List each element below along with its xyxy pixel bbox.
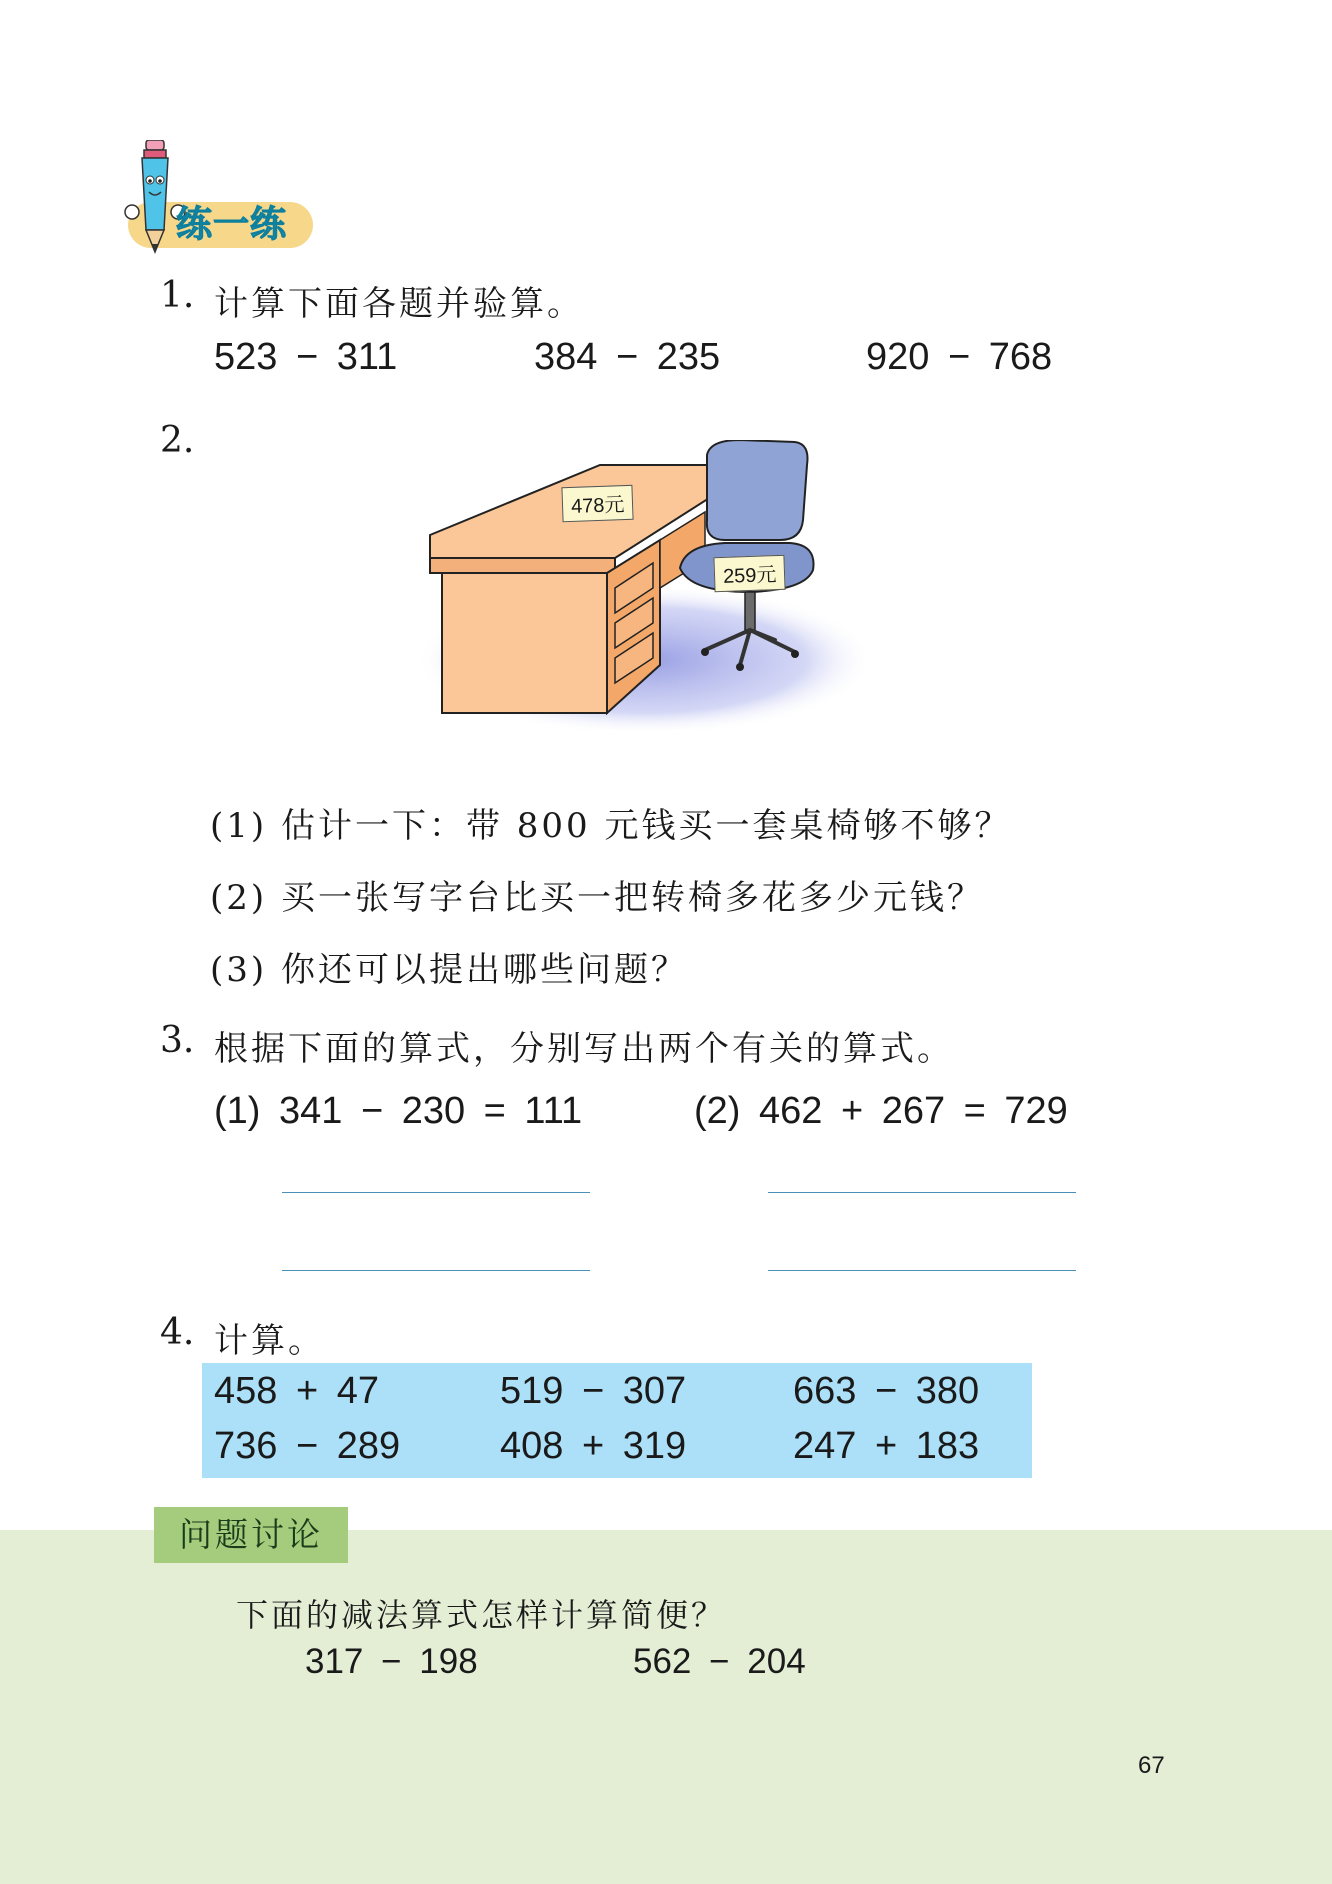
- answer-line[interactable]: [768, 1192, 1076, 1193]
- q2-number: 2.: [160, 420, 195, 461]
- q1-number: 1.: [160, 275, 195, 316]
- q4-expr: 458 + 47: [214, 1370, 379, 1412]
- section-header: [118, 140, 318, 255]
- answer-line[interactable]: [768, 1270, 1076, 1271]
- q2-sub-2: (2) 买一张写字台比买一把转椅多花多少元钱？: [210, 878, 984, 918]
- q4-expr: 247 + 183: [793, 1425, 980, 1467]
- discussion-expr-1: 317 − 198: [305, 1642, 478, 1681]
- desk-price-tag: 478元: [561, 485, 634, 522]
- q2-sub-1: (1) 估计一下：带 800 元钱买一套桌椅够不够？: [210, 806, 1012, 846]
- desk-chair-illustration: [395, 440, 865, 730]
- q1-expr-3: 920 − 768: [866, 336, 1053, 378]
- q3-text: 根据下面的算式，分别写出两个有关的算式。: [214, 1029, 954, 1069]
- discussion-tab: [154, 1507, 348, 1563]
- header-title: 练一练: [176, 204, 288, 245]
- q3-number: 3.: [160, 1020, 195, 1061]
- q4-number: 4.: [160, 1312, 195, 1353]
- q3-item-1: (1) 341 − 230 = 111: [214, 1090, 583, 1132]
- q1-expr-2: 384 − 235: [534, 336, 721, 378]
- q4-expr: 663 − 380: [793, 1370, 980, 1412]
- q4-expr: 736 − 289: [214, 1425, 401, 1467]
- discussion-panel: [0, 1530, 1332, 1884]
- q4-expr: 519 − 307: [500, 1370, 687, 1412]
- q1-text: 计算下面各题并验算。: [214, 284, 584, 324]
- answer-line[interactable]: [282, 1270, 590, 1271]
- q3-item-2: (2) 462 + 267 = 729: [694, 1090, 1068, 1132]
- discussion-text: 下面的减法算式怎样计算简便？: [236, 1596, 727, 1634]
- answer-line[interactable]: [282, 1192, 590, 1193]
- discussion-label: 问题讨论: [179, 1515, 323, 1554]
- page-number: 67: [1138, 1752, 1165, 1779]
- discussion-expr-2: 562 − 204: [633, 1642, 806, 1681]
- chair-price-tag: 259元: [713, 555, 786, 592]
- q2-sub-3: (3) 你还可以提出哪些问题？: [210, 950, 688, 990]
- q1-expr-1: 523 − 311: [214, 336, 398, 378]
- q4-expr: 408 + 319: [500, 1425, 687, 1467]
- q4-text: 计算。: [214, 1321, 325, 1361]
